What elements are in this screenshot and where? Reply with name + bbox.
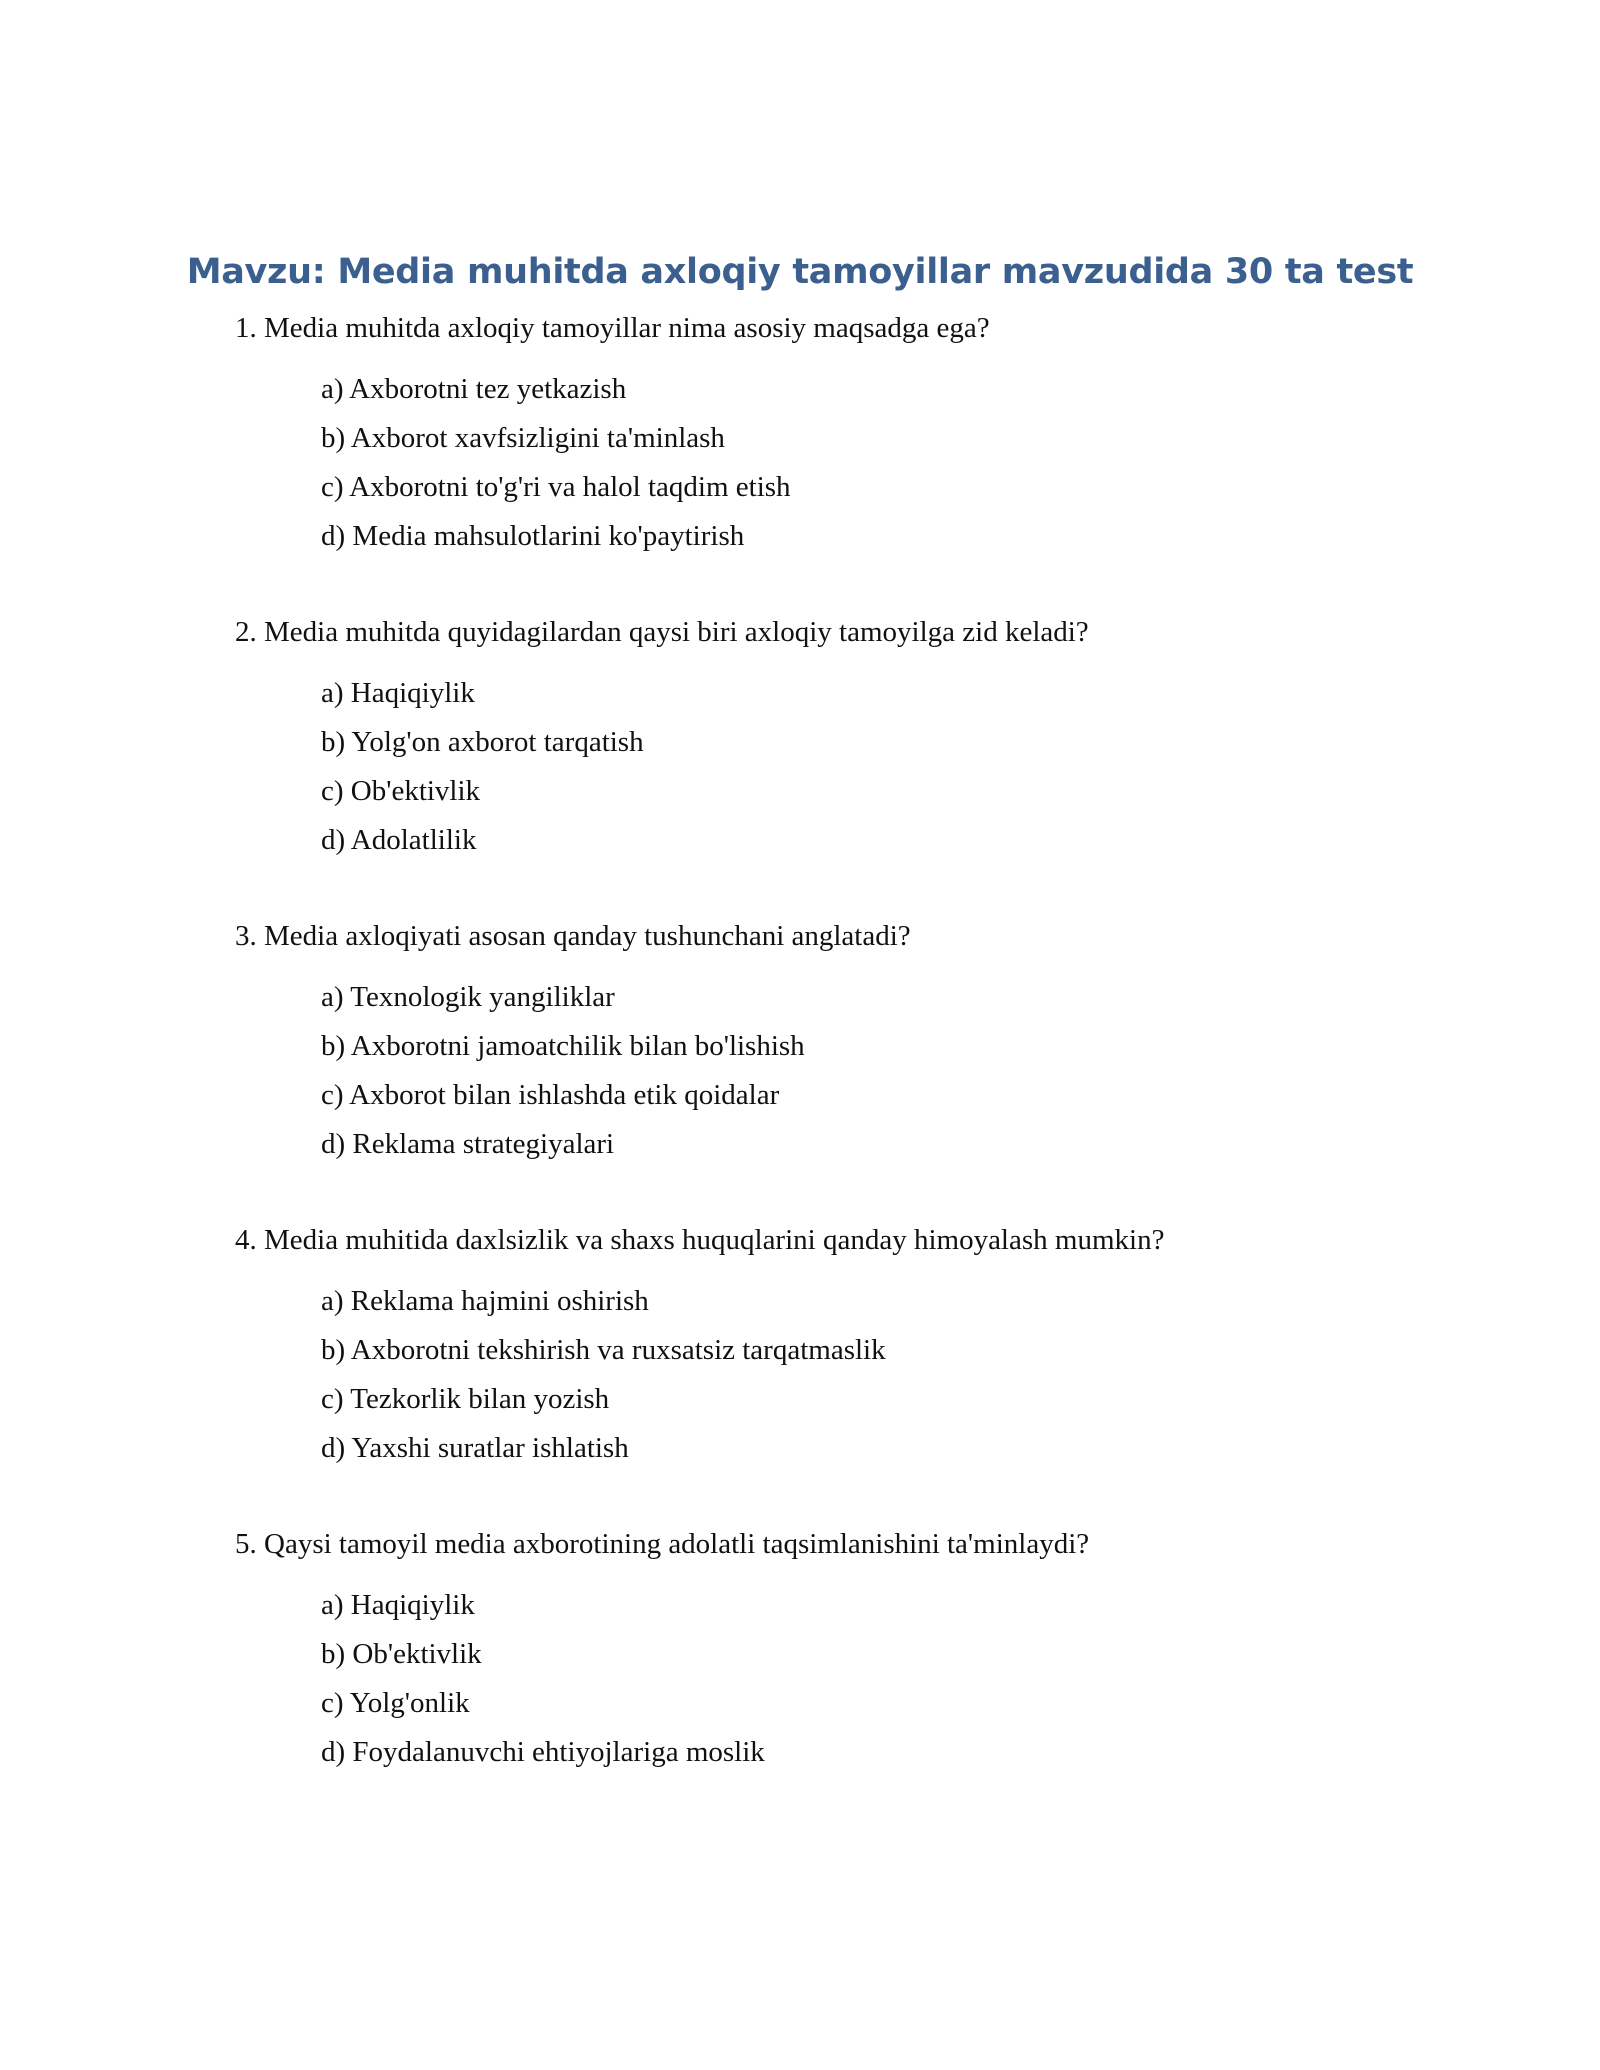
answer-option-c: c) Yolg'onlik (321, 1687, 470, 1719)
question-2 (235, 612, 1435, 865)
answer-option-b: b) Axborotni tekshirish va ruxsatsiz tarqatmaslik (321, 1334, 886, 1366)
question-text: 1. Media muhitda axloqiy tamoyillar nima asosiy maqsadga ega? (235, 312, 990, 344)
question-1 (235, 308, 1435, 561)
answer-options (235, 1581, 1435, 1777)
answer-option-d: d) Yaxshi suratlar ishlatish (321, 1432, 629, 1464)
document-title: Mavzu: Media muhitda axloqiy tamoyillar mavzudida 30 ta test (186, 252, 1414, 292)
answer-option-c: c) Axborot bilan ishlashda etik qoidalar (321, 1079, 780, 1111)
answer-options (235, 669, 1435, 865)
answer-option-c: c) Axborotni to'g'ri va halol taqdim etish (321, 471, 791, 503)
answer-option-a: a) Reklama hajmini oshirish (321, 1285, 649, 1317)
answer-options (235, 365, 1435, 561)
answer-option-a: a) Axborotni tez yetkazish (321, 373, 627, 405)
question-text: 4. Media muhitida daxlsizlik va shaxs huquqlarini qanday himoyalash mumkin? (235, 1224, 1165, 1256)
answer-option-b: b) Axborotni jamoatchilik bilan bo'lishish (321, 1030, 805, 1062)
answer-option-c: c) Ob'ektivlik (321, 775, 481, 807)
question-5 (235, 1524, 1435, 1777)
question-4 (235, 1220, 1435, 1473)
answer-option-a: a) Texnologik yangiliklar (321, 981, 615, 1013)
answer-options (235, 973, 1435, 1169)
question-text: 5. Qaysi tamoyil media axborotining adolatli taqsimlanishini ta'minlaydi? (235, 1528, 1090, 1560)
answer-option-a: a) Haqiqiylik (321, 1589, 475, 1621)
answer-option-b: b) Ob'ektivlik (321, 1638, 482, 1670)
question-3 (235, 916, 1435, 1169)
question-list (235, 308, 1435, 1828)
answer-option-d: d) Media mahsulotlarini ko'paytirish (321, 520, 745, 552)
answer-option-d: d) Adolatlilik (321, 824, 477, 856)
answer-option-b: b) Yolg'on axborot tarqatish (321, 726, 644, 758)
question-text: 3. Media axloqiyati asosan qanday tushunchani anglatadi? (235, 920, 911, 952)
answer-option-d: d) Foydalanuvchi ehtiyojlariga moslik (321, 1736, 765, 1768)
question-text: 2. Media muhitda quyidagilardan qaysi biri axloqiy tamoyilga zid keladi? (235, 616, 1089, 648)
answer-option-c: c) Tezkorlik bilan yozish (321, 1383, 610, 1415)
answer-option-b: b) Axborot xavfsizligini ta'minlash (321, 422, 725, 454)
answer-option-d: d) Reklama strategiyalari (321, 1128, 615, 1160)
answer-options (235, 1277, 1435, 1473)
answer-option-a: a) Haqiqiylik (321, 677, 475, 709)
